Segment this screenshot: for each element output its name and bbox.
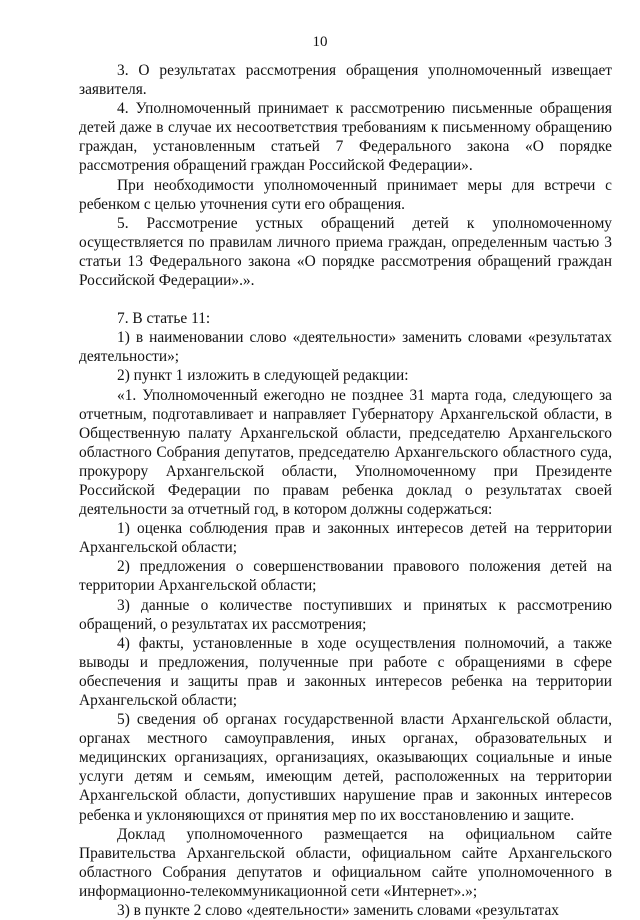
paragraph-article-11-point-2: 2) пункт 1 изложить в следующей редакции: [117,367,409,385]
paragraph-report-item-4: 4) факты, установленные в ходе осуществления полномочий, а также выводы и предложения, полученные при работе с обращениями в сфере обеспечения и защиты прав и законных интересов ребенка на территории Архангельской области; [79,634,612,709]
paragraph-report-item-5: 5) сведения об органах государственной власти Архангельской области, органах местного самоуправления, иных органах, образовательных и медицинских организациях, организациях, оказывающих социальные и иные услуги детям и семьям, имеющим детей, расположенных на территории Архангельской области, допустивших нарушение прав и законных интересов ребенка и уклоняющихся от принятия мер по их восстановлению и защите. [79,711,612,824]
paragraph-item-4-written-appeals: 4. Уполномоченный принимает к рассмотрению письменные обращения детей даже в случае их несоответствия требованиям к письменному обращению граждан, установленным статьей 7 Федерального закона «О порядке рассмотрения обращений граждан Российской Федерации». [79,100,612,175]
paragraph-article-11-point-3: 3) в пункте 2 слово «деятельности» заменить словами «результатах [117,902,559,920]
paragraph-report-item-3: 3) данные о количестве поступивших и принятых к рассмотрению обращений, о результатах их рассмотрения; [79,596,612,633]
paragraph-article-11-point-1: 1) в наименовании слово «деятельности» заменить словами «результатах деятельности»; [79,329,612,366]
page-number: 10 [312,34,328,50]
paragraph-item-3-notify: 3. О результатах рассмотрения обращения уполномоченный извещает заявителя. [79,62,612,99]
paragraph-report-item-1: 1) оценка соблюдения прав и законных интересов детей на территории Архангельской области; [79,520,612,557]
paragraph-annual-report: «1. Уполномоченный ежегодно не позднее 31 марта года, следующего за отчетным, подготавливает и направляет Губернатору Архангельской области, в Общественную палату Архангельской области, председателю Архангельского областного Собрания депутатов, председателю Архангельского областного суда, прокурору Архангельской области, Уполномоченному при Президенте Российской Федерации по правам ребенка доклад о результатах своей деятельности за отчетный год, в котором должны содержаться: [79,386,612,519]
document-body [79,61,612,920]
paragraph-report-item-2: 2) предложения о совершенствовании правового положения детей на территории Архангельской области; [79,558,612,595]
paragraph-report-publication: Доклад уполномоченного размещается на официальном сайте Правительства Архангельской области, официальном сайте Архангельского областного Собрания депутатов и официальном сайте уполномоченного в информационно-телекоммуникационной сети «Интернет».»; [79,825,612,900]
paragraph-item-5-oral-appeals: 5. Рассмотрение устных обращений детей к уполномоченному осуществляется по правилам личного приема граждан, определенным частью 3 статьи 13 Федерального закона «О порядке рассмотрения обращений граждан Российской Федерации».». [79,214,612,290]
paragraph-article-11-heading: 7. В статье 11: [117,310,211,328]
paragraph-meeting-child: При необходимости уполномоченный принимает меры для встречи с ребенком с целью уточнения сути его обращения. [79,176,612,213]
